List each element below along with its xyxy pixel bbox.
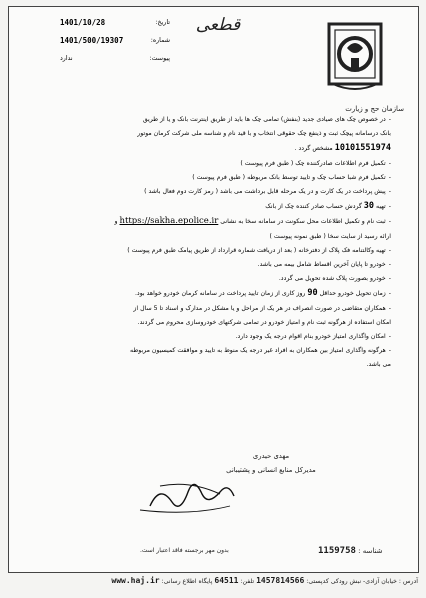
list-item: -هرگونه واگذاری امتیاز بین همکاران به افراد غیر درجه یک منوط به تایید و موافقت کمیسیون مربوطه: [39, 344, 391, 358]
date-value: 1401/10/28: [60, 18, 106, 27]
shenaseh-value: 1159758: [318, 546, 356, 556]
validity-note: بدون مهر برجسته فاقد اعتبار است.: [140, 547, 229, 554]
footer-address: آدرس : خیابان آزادی- نبش رودکی کدپستی: 1457814566 تلفن: 64511 پایگاه اطلاع رسانی: www.haj.ir: [111, 576, 418, 585]
list-item: -همکاران متقاضی در صورت انصراف در هر یک از مراحل و یا مشکل در مدارک و اسناد تا 5 سال از: [39, 302, 391, 316]
letter-meta: [60, 14, 170, 68]
shenaseh-label: شناسه :: [358, 547, 383, 555]
list-item: -تکمیل فرم شبا حساب چک و تایید توسط بانک مربوطه ( طبق فرم پیوست ): [39, 171, 391, 185]
attachment-value: ندارد: [60, 55, 73, 62]
handwritten-signature-icon: [110, 446, 260, 526]
list-item: -پیش پرداخت در یک کارت و در یک مرحله قابل برداشت می باشد ( رمز کارت دوم فعال باشد ): [39, 185, 391, 199]
number-value: 1401/500/19307: [60, 36, 124, 45]
bullet-icon: -: [388, 333, 391, 341]
bullet-icon: -: [388, 116, 391, 123]
bullet-icon: -: [388, 261, 391, 269]
attachment-row: [60, 50, 170, 68]
date-label: تاریخ:: [155, 19, 170, 26]
bullet-icon: -: [388, 246, 391, 254]
intro-line-3: 10101551974 مشخص گردد .: [294, 143, 391, 154]
bullet-icon: -: [388, 188, 391, 196]
website-link[interactable]: www.haj.ir: [111, 576, 160, 585]
number-row: [60, 32, 170, 50]
list-item: -تهیه 30 گردش حساب صادر کننده چک از بانک: [39, 199, 391, 214]
attachment-label: پیوست:: [149, 55, 170, 62]
organization-emblem-icon: [307, 14, 402, 114]
list-item-continued: امکان استفاده از هرگونه ثبت نام و امتیاز خودرو در تمامی شرکتهای خودروسازی محروم می گردند.: [137, 318, 391, 326]
date-row: [60, 14, 170, 32]
organization-name: سازمان حج و زیارت: [345, 105, 404, 113]
bullet-icon: -: [388, 290, 391, 298]
number-label: شماره:: [150, 37, 170, 44]
bullet-icon: -: [388, 203, 391, 211]
ghotbi-stamp-text: قطعی: [195, 15, 241, 35]
bullet-icon: -: [388, 159, 391, 167]
list-item: -خودرو تا پایان آخرین اقساط شامل بیمه می باشد.: [39, 258, 391, 272]
intro-line-1: -در خصوص چک های صیادی جدید (بنفش) تمامی چک ها باید از طریق اینترنت بانک و یا از طریق: [39, 113, 391, 127]
bullet-icon: -: [388, 218, 391, 226]
sakha-link[interactable]: https://sakha.epolice.ir: [119, 216, 219, 227]
phone-number: 64511: [214, 576, 239, 585]
signatory-title: مدیرکل منابع انسانی و پشتیبانی: [226, 466, 316, 474]
list-item: -تکمیل فرم اطلاعات صادرکننده چک ( طبق فرم پیوست ): [39, 157, 391, 171]
shenaseh: [318, 546, 382, 556]
list-item-continued: ارائه رسید از سایت سخا ( طبق نمونه پیوست ): [269, 232, 391, 240]
list-item: -امکان واگذاری امتیاز خودرو بنام اقوام درجه یک وجود دارد.: [39, 330, 391, 344]
ghotbi-stamp: [194, 12, 242, 36]
bullet-icon: -: [388, 304, 391, 312]
letter-body: [39, 113, 391, 373]
postal-code: 1457814566: [256, 576, 305, 585]
signatory-name: مهدی حیدری: [252, 452, 290, 460]
bullet-icon: -: [388, 275, 391, 283]
list-item: -ثبت نام و تکمیل اطلاعات محل سکونت در سامانه سخا به نشانی https://sakha.epolice.ir و: [39, 214, 391, 229]
bullet-icon: -: [388, 347, 391, 355]
list-item: -زمان تحویل خودرو حداقل 90 روز کاری از زمان تایید پرداخت در سامانه کرمان خودرو خواهد بود.: [39, 286, 391, 301]
bullet-icon: -: [388, 173, 391, 181]
intro-line-2: بانک درسامانه پیچک ثبت و ذینفع چک حقوقی انتخاب و با قید نام و شناسه ملی شرکت کرمان موتور: [137, 130, 391, 138]
list-item: -خودرو بصورت پلاک شده تحویل می گردد.: [39, 272, 391, 286]
national-id: 10101551974: [334, 143, 391, 154]
list-item-continued: می باشد.: [366, 361, 391, 369]
list-item: -تهیه وکالتنامه فک پلاک از دفترخانه ( بعد از دریافت شماره قرارداد از طریق پیامک طبق فرم پیوست ): [39, 244, 391, 258]
